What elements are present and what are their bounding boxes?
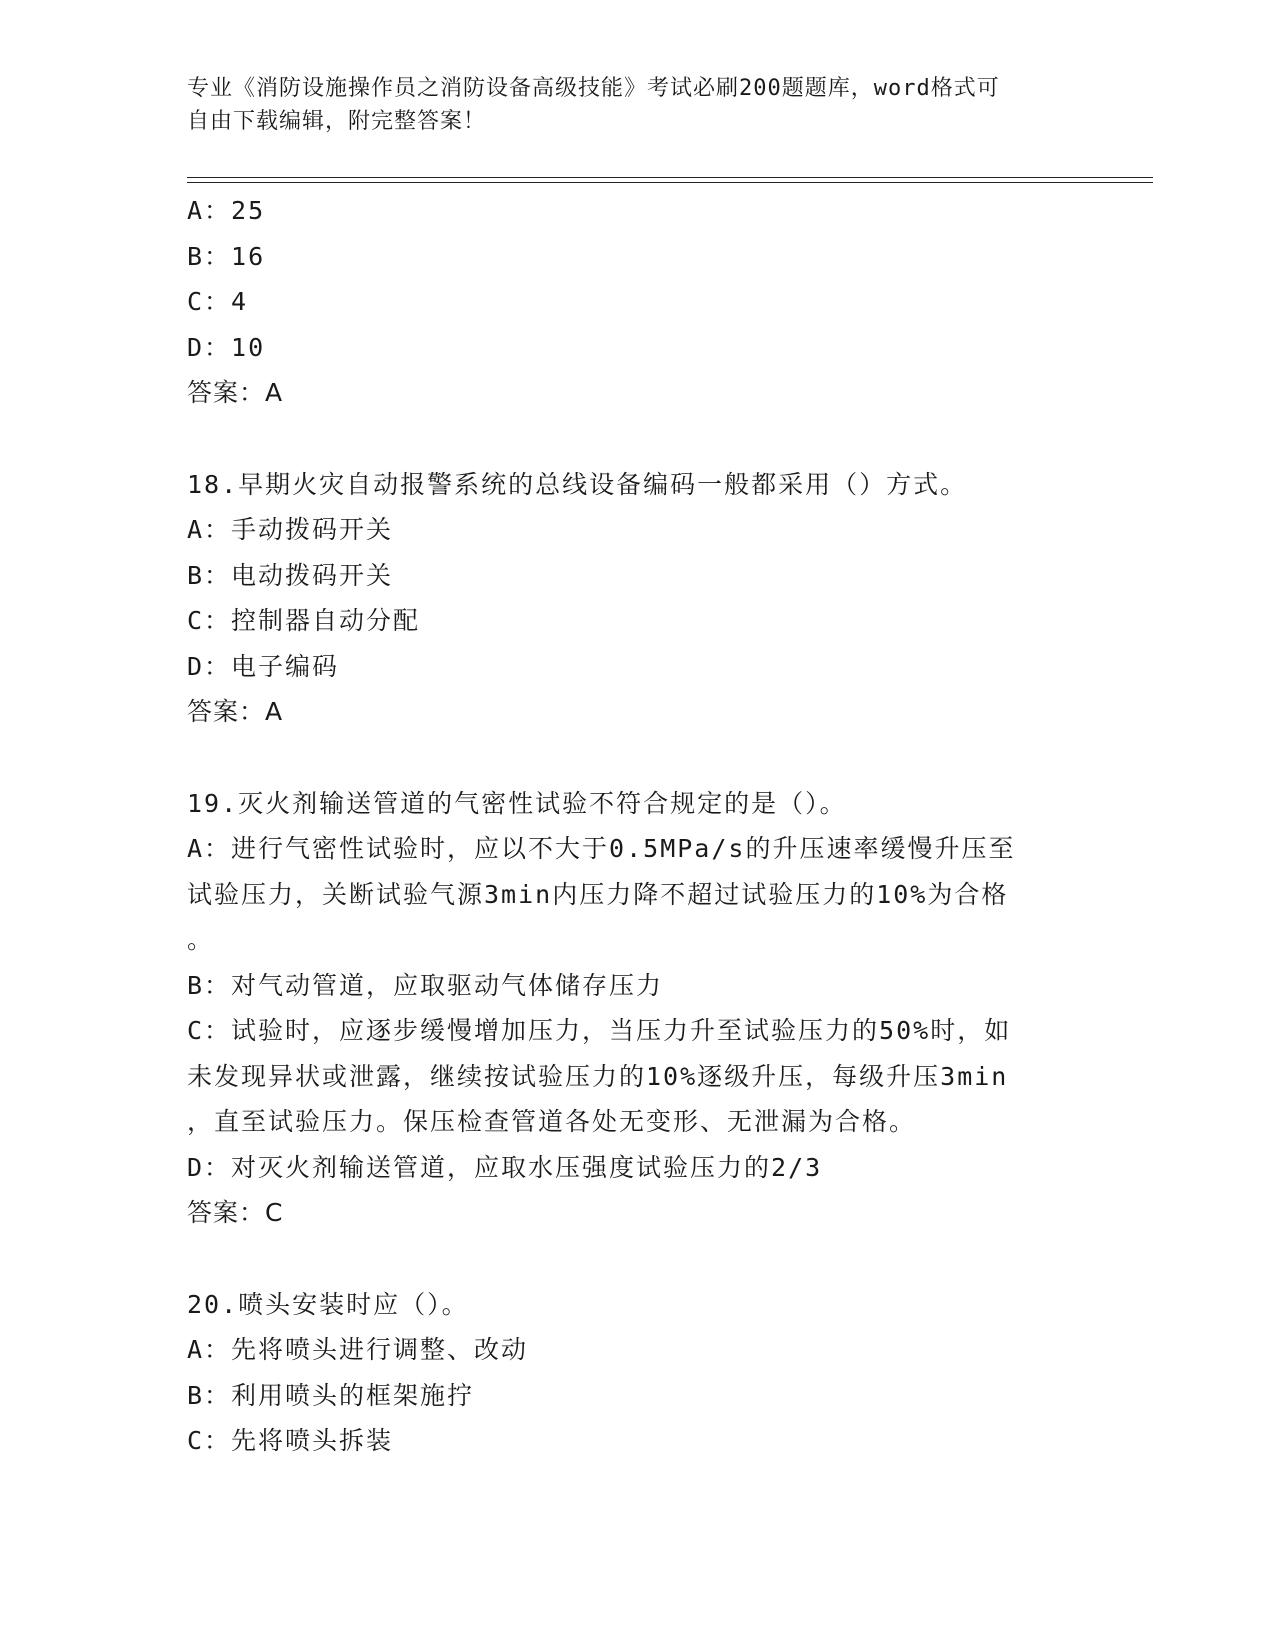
spacer: [187, 1236, 1067, 1282]
header-divider-bottom: [187, 182, 1153, 183]
option-c: C：先将喷头拆装: [187, 1426, 394, 1455]
option-c: C：控制器自动分配: [187, 606, 421, 635]
option-c-line-1: C：试验时，应逐步缓慢增加压力，当压力升至试验压力的50%时，如: [187, 1016, 1012, 1045]
question-18: [187, 462, 1067, 735]
option-a-line-2: 试验压力，关断试验气源3min内压力降不超过试验压力的10%为合格: [187, 879, 1009, 909]
option-a-line-3: 。: [187, 925, 215, 954]
header-line-1: 专业《消防设施操作员之消防设备高级技能》考试必刷200题题库，word格式可: [187, 76, 1000, 101]
spacer: [187, 416, 1067, 462]
question-content: [187, 188, 1067, 1464]
question-20: [187, 1282, 1067, 1464]
option-c-line-2: 未发现异状或泄露，继续按试验压力的10%逐级升压，每级升压3min: [187, 1061, 1009, 1091]
option-c-line-3: ，直至试验压力。保压检查管道各处无变形、无泄漏为合格。: [187, 1107, 917, 1136]
option-a: A：先将喷头进行调整、改动: [187, 1335, 529, 1364]
answer-line: 答案：A: [187, 378, 284, 407]
option-b: B：16: [187, 241, 266, 271]
answer-line: 答案：A: [187, 697, 284, 726]
option-b: B：对气动管道，应取驱动气体储存压力: [187, 970, 664, 1000]
option-b: B：电动拨码开关: [187, 560, 394, 590]
option-d: D：对灭火剂输送管道，应取水压强度试验压力的2/3: [187, 1152, 823, 1182]
option-c: C：4: [187, 287, 249, 316]
header-divider-top: [187, 177, 1153, 178]
option-d: D：10: [187, 332, 266, 362]
option-a: A：手动拨码开关: [187, 515, 394, 544]
option-b: B：利用喷头的框架施拧: [187, 1380, 475, 1410]
question-19: [187, 781, 1067, 1236]
option-a: A：25: [187, 196, 266, 225]
answer-line: 答案：C: [187, 1198, 284, 1227]
question-text: 19.灭火剂输送管道的气密性试验不符合规定的是（）。: [187, 788, 847, 818]
question-text: 20.喷头安装时应（）。: [187, 1289, 469, 1319]
document-header: [187, 72, 1067, 138]
option-d: D：电子编码: [187, 651, 340, 681]
header-line-2: 自由下载编辑，附完整答案！: [187, 109, 487, 134]
option-a-line-1: A：进行气密性试验时，应以不大于0.5MPa/s的升压速率缓慢升压至: [187, 834, 1016, 863]
question-17: [187, 188, 1067, 416]
question-text: 18.早期火灾自动报警系统的总线设备编码一般都采用（）方式。: [187, 469, 968, 499]
spacer: [187, 735, 1067, 781]
